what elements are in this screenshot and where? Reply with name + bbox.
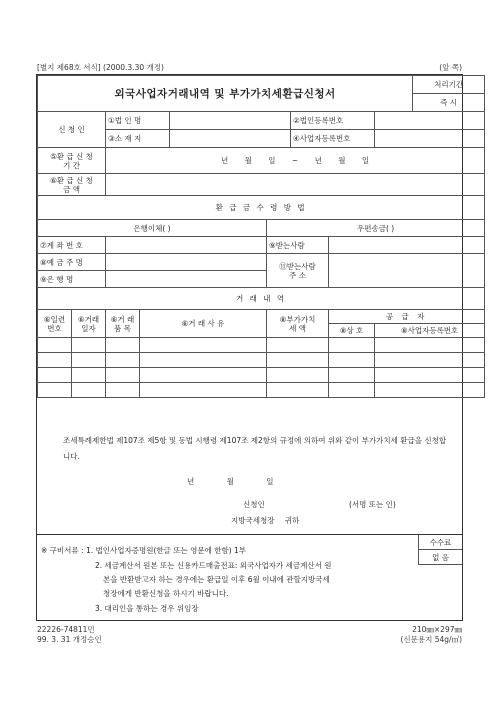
attachment-line-4: 청장에게 반환신청을 하시기 바랍니다. — [103, 589, 229, 598]
col-reason: ⑥거 래 사 유 — [140, 310, 267, 338]
transactions-title: 거 래 내 역 — [38, 288, 485, 310]
col-trade-name: ⑧상 호 — [329, 324, 375, 338]
bank-field[interactable] — [106, 271, 267, 288]
applicant-sign-label: 신청인 — [243, 500, 265, 509]
col-supplier: 공 급 자 — [329, 310, 485, 324]
attachments-section — [36, 535, 463, 621]
attachment-line-5: 3. 대리인을 통하는 경우 위임장 — [95, 604, 199, 613]
applicant-label: 신 청 인 — [38, 112, 106, 148]
refund-period-field[interactable]: 년 월 일 ~ 년 월 일 — [106, 148, 485, 174]
recipient-address-label: ⑪받는사람 주 소 — [267, 254, 329, 288]
biz-reg-no-field[interactable] — [375, 130, 485, 148]
fee-box — [418, 535, 462, 565]
col-supplier-biz-no: ⑧사업자등록번호 — [375, 324, 485, 338]
processing-period-label: 처리기간 — [413, 76, 485, 94]
col-date: ⑥거래 일자 — [72, 310, 106, 338]
table-row[interactable] — [38, 353, 485, 368]
table-row[interactable] — [38, 383, 485, 398]
main-table — [37, 75, 485, 398]
table-row[interactable] — [38, 368, 485, 383]
col-vat: ⑧부가가치 세 액 — [267, 310, 329, 338]
attachment-line-3: 본을 반환받고자 하는 경우에는 환급일 이후 6월 이내에 관할지방국세 — [103, 575, 330, 584]
biz-reg-no-label: ④사업자등록번호 — [291, 130, 375, 148]
depositor-label: ⑧예 금 주 명 — [38, 254, 106, 271]
page-side: (앞 쪽) — [439, 63, 462, 72]
processing-period-value: 즉 시 — [413, 94, 485, 112]
addressee: 지방국세청장 귀하 — [231, 516, 300, 525]
refund-amount-field[interactable] — [106, 174, 485, 196]
account-no-field[interactable] — [106, 237, 267, 254]
address-field[interactable] — [170, 130, 291, 148]
recipient-label: ⑨받는사람 — [267, 237, 329, 254]
paper-type: (신문용지 54g/㎡) — [400, 635, 462, 644]
postal-transfer-option[interactable]: 우편송금( ) — [267, 220, 485, 237]
form-code: 22226-74811민 — [37, 625, 95, 634]
paper-size: 210㎜×297㎜ — [412, 625, 462, 634]
bank-transfer-option[interactable]: 은행이체( ) — [38, 220, 267, 237]
approval-note: 99. 3. 31 개정승인 — [37, 635, 102, 644]
corp-reg-no-label: ②법인등록번호 — [291, 112, 375, 130]
col-serial: ⑥일련 번호 — [38, 310, 72, 338]
table-row[interactable] — [38, 338, 485, 353]
corp-name-field[interactable] — [170, 112, 291, 130]
recipient-address-field[interactable] — [329, 254, 485, 288]
form-title: 외국사업자거래내역 및 부가가치세환급신청서 — [38, 76, 413, 112]
statement-text: 조세특례제한법 제107조 제5항 및 동법 시행령 제107조 제2항의 규정에 의하여 위와 같이 부가가치세 환급을 신청합니다. — [63, 436, 447, 461]
corp-reg-no-field[interactable] — [375, 112, 485, 130]
fee-value: 없 음 — [432, 553, 449, 562]
col-item: ⑥거 래 품 목 — [106, 310, 140, 338]
form-number: [별지 제68호 서식] (2000.3.30 개정) — [37, 63, 164, 72]
account-no-label: ⑦계 좌 번 호 — [38, 237, 106, 254]
refund-amount-label: ⑥환 급 신 청 금 액 — [38, 174, 106, 196]
recipient-field[interactable] — [329, 237, 485, 254]
address-label: ③소 재 지 — [106, 130, 170, 148]
depositor-field[interactable] — [106, 254, 267, 271]
date-line: 년 월 일 — [187, 477, 274, 486]
attachment-line-2: 2. 세금계산서 원본 또는 신용카드매출전표: 외국사업자가 세금계산서 원 — [95, 561, 332, 570]
receipt-method-title: 환 급 금 수 령 방 법 — [38, 196, 485, 220]
fee-label: 수수료 — [419, 535, 462, 550]
application-form — [36, 74, 463, 535]
corp-name-label: ①법 인 명 — [106, 112, 170, 130]
bank-label: ⑨은 행 명 — [38, 271, 106, 288]
refund-period-label: ⑤환 급 신 청 기 간 — [38, 148, 106, 174]
sign-note: (서명 또는 인) — [349, 500, 396, 509]
attachment-line-1: ※ 구비서류 : 1. 법인사업자증명원(한글 또는 영문에 한함) 1부 — [41, 546, 247, 555]
